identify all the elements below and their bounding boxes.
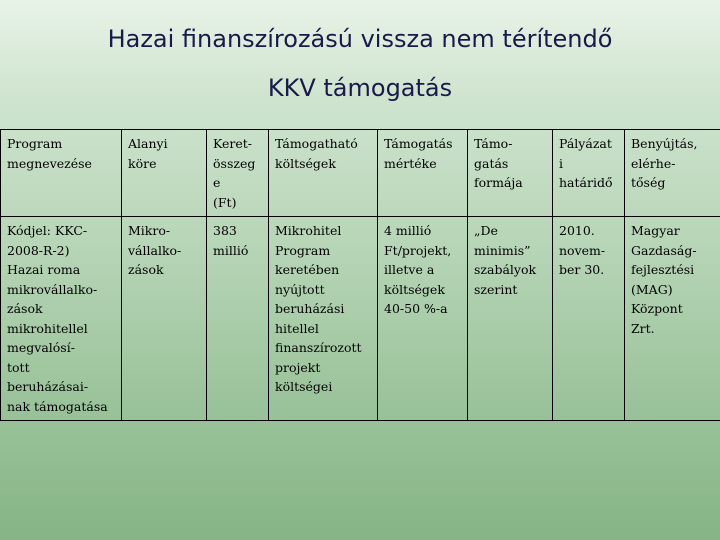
cell-text: Magyar Gazdaság- fejlesztési (MAG) Központ Zrt. [631,223,697,336]
header-budget-amount [207,130,269,217]
header-text: Támo- gatás formája [474,136,523,190]
cell-text: 383 millió [213,223,249,258]
header-eligible-applicants [122,130,207,217]
cell-eligible-applicants [122,217,207,421]
cell-text: 4 millió Ft/projekt, illetve a költségek 40-50 %-a [384,223,452,316]
header-eligible-costs [269,130,378,217]
cell-text: „De minimis” szabályok szerint [474,223,537,297]
header-support-form [468,130,553,217]
cell-submission-contact [625,217,720,421]
header-support-rate [378,130,468,217]
slide-title-line-1: Hazai finanszírozású vissza nem térítendő [107,25,613,53]
header-text: Benyújtás, elérhe- tőség [631,136,698,190]
cell-eligible-costs [269,217,378,421]
table-row [1,217,720,421]
funding-table [0,129,720,421]
slide-title-line-2: KKV támogatás [267,74,453,102]
cell-deadline [553,217,625,421]
cell-budget-amount [207,217,269,421]
cell-support-form [468,217,553,421]
table-header-row [1,130,720,217]
header-text: Keret- összeg e (Ft) [213,136,256,210]
header-deadline [553,130,625,217]
cell-text: Mikrohitel Program keretében nyújtott beruházási hitellel finanszírozott projekt költségei [275,223,362,394]
header-text: Támogatás mértéke [384,136,453,171]
header-text: Pályázat i határidő [559,136,613,190]
header-program-name [1,130,122,217]
header-submission-contact [625,130,720,217]
cell-program-name [1,217,122,421]
cell-text: Kódjel: KKC- 2008-R-2) Hazai roma mikrovállalko- zások mikrohitellel megvalósí- tott beruházásai- nak támogatása [7,223,108,414]
cell-text: 2010. novem- ber 30. [559,223,606,277]
header-text: Program megnevezése [7,136,92,171]
cell-support-rate [378,217,468,421]
cell-text: Mikro- vállalko- zások [128,223,182,277]
header-text: Támogatható költségek [275,136,358,171]
header-text: Alanyi köre [128,136,168,171]
